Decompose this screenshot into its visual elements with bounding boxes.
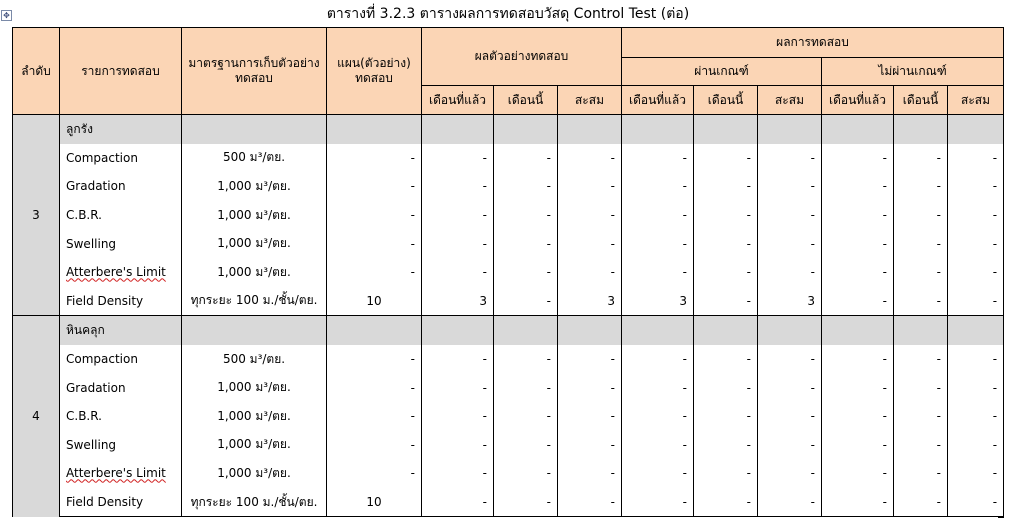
result-cell: - <box>822 488 894 517</box>
group-header-cell <box>422 115 494 144</box>
header-results: ผลการทดสอบ <box>622 28 1004 58</box>
group-header-cell <box>894 316 948 345</box>
result-cell: - <box>558 345 622 374</box>
result-cell: - <box>758 229 822 258</box>
table-body <box>13 115 1004 517</box>
sampling-standard: 1,000 ม³/ตย. <box>182 201 327 230</box>
table-row <box>13 201 1004 230</box>
result-cell: - <box>894 373 948 402</box>
group-header-cell <box>694 316 758 345</box>
result-cell: - <box>822 258 894 287</box>
planned-samples: - <box>327 402 422 431</box>
sampling-standard: 500 ม³/ตย. <box>182 144 327 173</box>
test-item-name: Swelling <box>60 431 182 460</box>
result-cell: - <box>694 402 758 431</box>
result-cell: - <box>948 459 1004 488</box>
result-cell: - <box>494 201 558 230</box>
result-cell: - <box>894 258 948 287</box>
sampling-standard: 1,000 ม³/ตย. <box>182 229 327 258</box>
row-seq-number: 4 <box>13 316 60 517</box>
result-cell: - <box>494 488 558 517</box>
sampling-standard: 1,000 ม³/ตย. <box>182 459 327 488</box>
table-row <box>13 345 1004 374</box>
group-header-cell <box>948 115 1004 144</box>
sampling-standard: 1,000 ม³/ตย. <box>182 172 327 201</box>
group-header-cell <box>894 115 948 144</box>
planned-samples: 10 <box>327 287 422 316</box>
group-header-cell <box>948 316 1004 345</box>
group-header-cell <box>558 316 622 345</box>
test-item-name: Compaction <box>60 144 182 173</box>
result-cell: - <box>822 431 894 460</box>
result-cell: - <box>694 258 758 287</box>
header-samples: ผลตัวอย่างทดสอบ <box>422 28 622 86</box>
group-header-cell <box>494 316 558 345</box>
result-cell: - <box>758 373 822 402</box>
result-cell: - <box>894 431 948 460</box>
result-cell: - <box>558 431 622 460</box>
result-cell: - <box>558 201 622 230</box>
result-cell: 3 <box>758 287 822 316</box>
header-samples-cumulative: สะสม <box>558 86 622 115</box>
result-cell: - <box>822 229 894 258</box>
result-cell: - <box>422 345 494 374</box>
result-cell: - <box>422 459 494 488</box>
result-cell: - <box>422 172 494 201</box>
group-header-cell <box>422 316 494 345</box>
planned-samples: - <box>327 144 422 173</box>
group-header-cell <box>822 316 894 345</box>
spellcheck-underline-text: Atterbere's Limit <box>66 466 166 481</box>
table-resize-handle[interactable] <box>998 512 1004 518</box>
result-cell: - <box>494 172 558 201</box>
group-header-row <box>13 115 1004 144</box>
result-cell: - <box>622 373 694 402</box>
result-cell: - <box>694 488 758 517</box>
result-cell: - <box>694 345 758 374</box>
table-move-handle-icon[interactable]: ✥ <box>1 10 12 21</box>
result-cell: - <box>822 172 894 201</box>
result-cell: 3 <box>422 287 494 316</box>
result-cell: - <box>822 144 894 173</box>
result-cell: - <box>694 459 758 488</box>
header-failed-cumulative: สะสม <box>948 86 1004 115</box>
header-samples-this-month: เดือนนี้ <box>494 86 558 115</box>
result-cell: - <box>758 345 822 374</box>
result-cell: - <box>822 345 894 374</box>
group-header-cell <box>758 316 822 345</box>
group-material-name: ลูกรัง <box>60 115 182 144</box>
result-cell: - <box>894 459 948 488</box>
header-seq: ลำดับ <box>13 28 60 115</box>
result-cell: 3 <box>622 287 694 316</box>
result-cell: - <box>622 258 694 287</box>
header-passed-this-month: เดือนนี้ <box>694 86 758 115</box>
result-cell: - <box>894 345 948 374</box>
result-cell: - <box>894 402 948 431</box>
sampling-standard: ทุกระยะ 100 ม./ชั้น/ตย. <box>182 488 327 517</box>
result-cell: - <box>622 172 694 201</box>
result-cell: - <box>894 229 948 258</box>
result-cell: - <box>422 258 494 287</box>
result-cell: - <box>758 144 822 173</box>
planned-samples: - <box>327 172 422 201</box>
header-passed-prev-month: เดือนที่แล้ว <box>622 86 694 115</box>
result-cell: - <box>494 258 558 287</box>
result-cell: - <box>948 258 1004 287</box>
test-item-name <box>60 258 182 287</box>
result-cell: - <box>494 431 558 460</box>
planned-samples: - <box>327 258 422 287</box>
result-cell: - <box>422 373 494 402</box>
result-cell: - <box>758 201 822 230</box>
table-row <box>13 402 1004 431</box>
result-cell: - <box>758 172 822 201</box>
result-cell: - <box>948 373 1004 402</box>
result-cell: - <box>822 459 894 488</box>
sampling-standard: 1,000 ม³/ตย. <box>182 373 327 402</box>
planned-samples: - <box>327 459 422 488</box>
result-cell: - <box>694 172 758 201</box>
result-cell: - <box>822 402 894 431</box>
result-cell: - <box>694 229 758 258</box>
result-cell: 3 <box>558 287 622 316</box>
header-passed: ผ่านเกณฑ์ <box>622 58 822 86</box>
group-header-cell <box>694 115 758 144</box>
group-header-cell <box>327 316 422 345</box>
test-item-name: Gradation <box>60 172 182 201</box>
table-row <box>13 258 1004 287</box>
header-item: รายการทดสอบ <box>60 28 182 115</box>
result-cell: - <box>894 172 948 201</box>
table-row <box>13 373 1004 402</box>
result-cell: - <box>422 144 494 173</box>
result-cell: - <box>494 345 558 374</box>
result-cell: - <box>422 488 494 517</box>
result-cell: - <box>948 402 1004 431</box>
result-cell: - <box>948 287 1004 316</box>
result-cell: - <box>622 201 694 230</box>
table-row <box>13 287 1004 316</box>
result-cell: - <box>694 431 758 460</box>
sampling-standard: 1,000 ม³/ตย. <box>182 402 327 431</box>
result-cell: - <box>558 488 622 517</box>
group-header-cell <box>622 115 694 144</box>
group-header-cell <box>327 115 422 144</box>
result-cell: - <box>758 431 822 460</box>
result-cell: - <box>422 201 494 230</box>
planned-samples: - <box>327 373 422 402</box>
result-cell: - <box>558 402 622 431</box>
result-cell: - <box>694 201 758 230</box>
result-cell: - <box>622 144 694 173</box>
result-cell: - <box>622 402 694 431</box>
table-row <box>13 431 1004 460</box>
result-cell: - <box>948 345 1004 374</box>
group-header-cell <box>822 115 894 144</box>
result-cell: - <box>558 229 622 258</box>
sampling-standard: 1,000 ม³/ตย. <box>182 431 327 460</box>
result-cell: - <box>758 402 822 431</box>
result-cell: - <box>494 229 558 258</box>
table-row <box>13 488 1004 517</box>
row-seq-number: 3 <box>13 115 60 316</box>
result-cell: - <box>622 459 694 488</box>
result-cell: - <box>894 201 948 230</box>
result-cell: - <box>822 373 894 402</box>
header-plan: แผน(ตัวอย่าง) ทดสอบ <box>327 28 422 115</box>
result-cell: - <box>422 402 494 431</box>
result-cell: - <box>558 172 622 201</box>
group-header-row <box>13 316 1004 345</box>
header-passed-cumulative: สะสม <box>758 86 822 115</box>
result-cell: - <box>894 144 948 173</box>
result-cell: - <box>558 258 622 287</box>
result-cell: - <box>948 229 1004 258</box>
result-cell: - <box>558 373 622 402</box>
sampling-standard: ทุกระยะ 100 ม./ชั้น/ตย. <box>182 287 327 316</box>
result-cell: - <box>422 431 494 460</box>
test-item-name: C.B.R. <box>60 201 182 230</box>
result-cell: - <box>558 144 622 173</box>
result-cell: - <box>822 201 894 230</box>
table-row <box>13 172 1004 201</box>
header-standard: มาตรฐานการเก็บตัวอย่างทดสอบ <box>182 28 327 115</box>
test-item-name: Field Density <box>60 287 182 316</box>
planned-samples: - <box>327 201 422 230</box>
result-cell: - <box>948 144 1004 173</box>
result-cell: - <box>622 345 694 374</box>
result-cell: - <box>948 201 1004 230</box>
header-failed-prev-month: เดือนที่แล้ว <box>822 86 894 115</box>
result-cell: - <box>494 459 558 488</box>
test-item-name: Compaction <box>60 345 182 374</box>
result-cell: - <box>948 172 1004 201</box>
planned-samples: - <box>327 431 422 460</box>
test-item-name: C.B.R. <box>60 402 182 431</box>
result-cell: - <box>822 287 894 316</box>
group-header-cell <box>622 316 694 345</box>
test-item-name: Field Density <box>60 488 182 517</box>
header-failed-this-month: เดือนนี้ <box>894 86 948 115</box>
sampling-standard: 500 ม³/ตย. <box>182 345 327 374</box>
group-header-cell <box>182 316 327 345</box>
test-item-name <box>60 459 182 488</box>
header-samples-prev-month: เดือนที่แล้ว <box>422 86 494 115</box>
group-material-name: หินคลุก <box>60 316 182 345</box>
result-cell: - <box>494 144 558 173</box>
group-header-cell <box>494 115 558 144</box>
result-cell: - <box>894 287 948 316</box>
result-cell: - <box>948 431 1004 460</box>
planned-samples: - <box>327 229 422 258</box>
header-failed: ไม่ผ่านเกณฑ์ <box>822 58 1004 86</box>
result-cell: - <box>894 488 948 517</box>
result-cell: - <box>494 287 558 316</box>
table-row <box>13 144 1004 173</box>
group-header-cell <box>758 115 822 144</box>
result-cell: - <box>694 373 758 402</box>
result-cell: - <box>622 229 694 258</box>
result-cell: - <box>694 144 758 173</box>
test-item-name: Gradation <box>60 373 182 402</box>
control-test-table <box>12 27 1004 517</box>
spellcheck-underline-text: Atterbere's Limit <box>66 265 166 280</box>
sampling-standard: 1,000 ม³/ตย. <box>182 258 327 287</box>
table-caption: ตารางที่ 3.2.3 ตารางผลการทดสอบวัสดุ Control Test (ต่อ) <box>326 6 690 22</box>
result-cell: - <box>494 373 558 402</box>
test-item-name: Swelling <box>60 229 182 258</box>
result-cell: - <box>694 287 758 316</box>
group-header-cell <box>182 115 327 144</box>
group-header-cell <box>558 115 622 144</box>
result-cell: - <box>758 459 822 488</box>
result-cell: - <box>758 258 822 287</box>
result-cell: - <box>422 229 494 258</box>
result-cell: - <box>494 402 558 431</box>
result-cell: - <box>758 488 822 517</box>
result-cell: - <box>948 488 1004 517</box>
table-row <box>13 459 1004 488</box>
result-cell: - <box>622 431 694 460</box>
result-cell: - <box>558 459 622 488</box>
table-row <box>13 229 1004 258</box>
result-cell: - <box>622 488 694 517</box>
planned-samples: - <box>327 345 422 374</box>
planned-samples: 10 <box>327 488 422 517</box>
